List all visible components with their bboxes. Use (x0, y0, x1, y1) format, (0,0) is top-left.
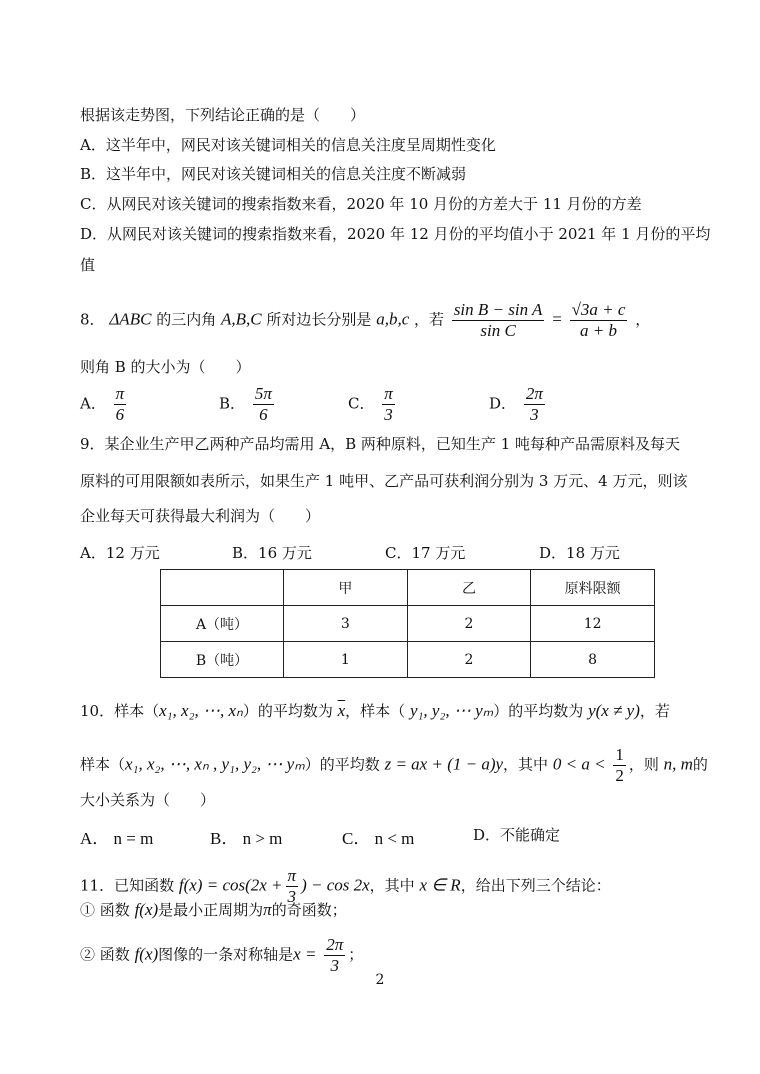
q11-c2-text-b: 图像的一条对称轴是 (158, 945, 294, 964)
table-header-cell: 乙 (407, 570, 531, 606)
q8-equals: = (552, 309, 562, 329)
q9-material-table (160, 569, 655, 678)
q10-mean-y: y(x ≠ y) (588, 701, 640, 720)
q11-c2-den: 3 (324, 955, 345, 976)
q11-text-a: 11．已知函数 (80, 876, 175, 895)
table-header-cell: 甲 (284, 570, 408, 606)
q8-option-a-label: A． (80, 394, 106, 413)
q11-c2-num: 2π (326, 935, 344, 954)
table-cell: 1 (284, 642, 408, 678)
q9-option-d: D．18 万元 (539, 544, 620, 562)
q10-half-fraction (613, 745, 626, 786)
q8-option-b-label: B． (219, 394, 246, 413)
q11-c2-text-a: ② 函数 (80, 945, 130, 964)
q8-option-a (80, 384, 129, 425)
q7-option-c: C．从网民对该关键词的搜索指数来看，2020 年 10 月份的方差大于 11 月份的方差 (80, 195, 642, 213)
q11-conclusion2 (80, 935, 363, 976)
q8-sides: a,b,c (376, 309, 410, 329)
q10-text-f: 样本（ (80, 755, 126, 774)
q8-option-a-den: 6 (114, 404, 127, 425)
q11-c2-text-c: ； (348, 945, 364, 964)
q9-line2: 原料的可用限额如表所示，如果生产 1 吨甲、乙产品可获利润分别为 3 万元、4 万元，则该 (80, 472, 688, 490)
q10-sample1: x₁, x₂, ⋯, xₙ (159, 701, 243, 720)
q8-fraction-sines (452, 300, 545, 341)
q7-option-d-cont: 值 (80, 256, 96, 274)
q10-half-num: 1 (615, 745, 624, 764)
table-cell: 2 (407, 606, 531, 642)
q8-number: 8． (80, 310, 105, 329)
q11-c2-x: x = (293, 944, 317, 964)
table-header-cell: 原料限额 (531, 570, 655, 606)
q10-text-h: ，其中 (503, 755, 549, 774)
q10-option-c: C． n < m (342, 829, 415, 848)
q11-c1-text-a: ① 函数 (80, 901, 130, 919)
table-cell: A（吨） (161, 606, 284, 642)
q10-mean-z: z = ax + (1 − a)y (384, 754, 504, 774)
q10-text-b: ）的平均数为 (242, 702, 333, 720)
q10-text-e: ，若 (639, 702, 670, 720)
q10-text-c: ，样本（ (345, 702, 406, 720)
q8-fraction-sides-den: a + b (570, 320, 628, 341)
q8-option-a-fraction (114, 384, 127, 425)
q10-text-g: ）的平均数 (304, 755, 380, 774)
q8-line2: 则角 B 的大小为（ ） (80, 358, 251, 376)
q11-c1-pi: π (263, 900, 272, 919)
q8-option-c-fraction (382, 384, 395, 425)
q9-option-b: B．16 万元 (232, 544, 312, 562)
q10-sample3: x₁, x₂, ⋯, xₙ , y₁, y₂, ⋯ yₘ (125, 754, 305, 774)
q8-text3: ，若 (414, 310, 445, 329)
q10-line1 (80, 700, 670, 722)
q8-angles: A,B,C (221, 309, 262, 329)
q10-text-d: ）的平均数为 (493, 702, 584, 720)
q8-option-d-den: 3 (524, 404, 545, 425)
q10-sample2: y₁, y₂, ⋯ yₘ (409, 701, 494, 720)
table-cell: 8 (531, 642, 655, 678)
q8-fraction-sides (570, 300, 628, 341)
q8-option-d (489, 384, 548, 425)
table-cell: 3 (284, 606, 408, 642)
q10-option-d: D．不能确定 (473, 826, 561, 844)
q10-option-b: B． n > m (210, 829, 283, 848)
q7-option-d: D．从网民对该关键词的搜索指数来看，2020 年 12 月份的平均值小于 2021 年 1 月份的平均 (80, 225, 711, 243)
q8-option-c-den: 3 (382, 404, 395, 425)
q8-option-b-fraction (253, 384, 274, 425)
q11-conclusion1 (80, 899, 347, 921)
q8-fraction-sines-num: sin B − sin A (453, 300, 543, 319)
q11-c1-func: f(x) (134, 900, 159, 919)
table-cell: 2 (407, 642, 531, 678)
q10-half-den: 2 (615, 766, 624, 785)
q7-option-a: A．这半年中，网民对该关键词相关的信息关注度呈周期性变化 (80, 136, 496, 154)
q10-text-j: 的 (692, 755, 708, 774)
q8-text4: ， (635, 310, 651, 329)
q8-option-c-num: π (384, 384, 393, 403)
page-number: 2 (375, 972, 385, 988)
q11-pi-num: π (287, 866, 297, 885)
q11-func-right: ) − cos 2x (301, 875, 370, 895)
q8-option-c-label: C． (348, 394, 375, 413)
q11-c1-text-b: 是最小正周期为 (158, 901, 264, 919)
q8-triangle: ΔABC (109, 309, 152, 329)
q11-text-c: ，给出下列三个结论： (460, 876, 611, 895)
table-row (161, 642, 655, 678)
q11-func-left: f(x) = cos(2x + (178, 875, 283, 895)
q10-text-i: ，则 (628, 755, 659, 774)
q10-range: 0 < a < (552, 754, 606, 774)
q9-line3: 企业每天可获得最大利润为（ ） (80, 507, 321, 525)
q11-text-b: ，其中 (369, 876, 415, 895)
table-cell: B（吨） (161, 642, 284, 678)
q9-option-a: A．12 万元 (80, 544, 160, 562)
q11-c2-func: f(x) (134, 944, 159, 964)
q8-fraction-sides-num: √3a + c (571, 300, 626, 319)
q8-option-c (348, 384, 398, 425)
q11-domain: x ∈ R (419, 875, 461, 895)
q10-text-a: 10．样本（ (80, 702, 160, 720)
q10-option-a: A． n = m (80, 829, 154, 848)
q8-line1 (80, 300, 650, 341)
q8-text2: 所对边长分别是 (266, 310, 372, 329)
q8-fraction-sines-den: sin C (452, 320, 545, 341)
q8-option-b (219, 384, 277, 425)
table-header-row (161, 570, 655, 606)
q11-pi-den: 3 (286, 886, 299, 907)
q8-option-b-num: 5π (254, 384, 272, 403)
table-row (161, 606, 655, 642)
q8-option-d-label: D． (489, 394, 517, 413)
q7-option-b: B．这半年中，网民对该关键词相关的信息关注度不断减弱 (80, 165, 467, 183)
q11-c1-text-c: 的奇函数； (271, 901, 347, 919)
q11-c2-fraction (324, 935, 345, 976)
q8-option-d-num: 2π (525, 384, 543, 403)
q10-line3: 大小关系为（ ） (80, 791, 216, 809)
q9-line1: 9．某企业生产甲乙两种产品均需用 A，B 两种原料，已知生产 1 吨每种产品需原料及每天 (80, 435, 681, 453)
table-cell: 12 (531, 606, 655, 642)
q7-stem: 根据该走势图，下列结论正确的是（ ） (80, 106, 366, 124)
q8-option-a-num: π (115, 384, 125, 403)
q10-mean-x: $\overline{x}$ (337, 701, 346, 720)
q8-option-b-den: 6 (253, 404, 274, 425)
q8-option-d-fraction (524, 384, 545, 425)
q10-vars: n, m (663, 754, 693, 774)
q9-option-c: C．17 万元 (385, 544, 466, 562)
q8-text1: 的三内角 (156, 310, 217, 329)
table-header-cell (161, 570, 284, 606)
q10-line2 (80, 745, 708, 786)
